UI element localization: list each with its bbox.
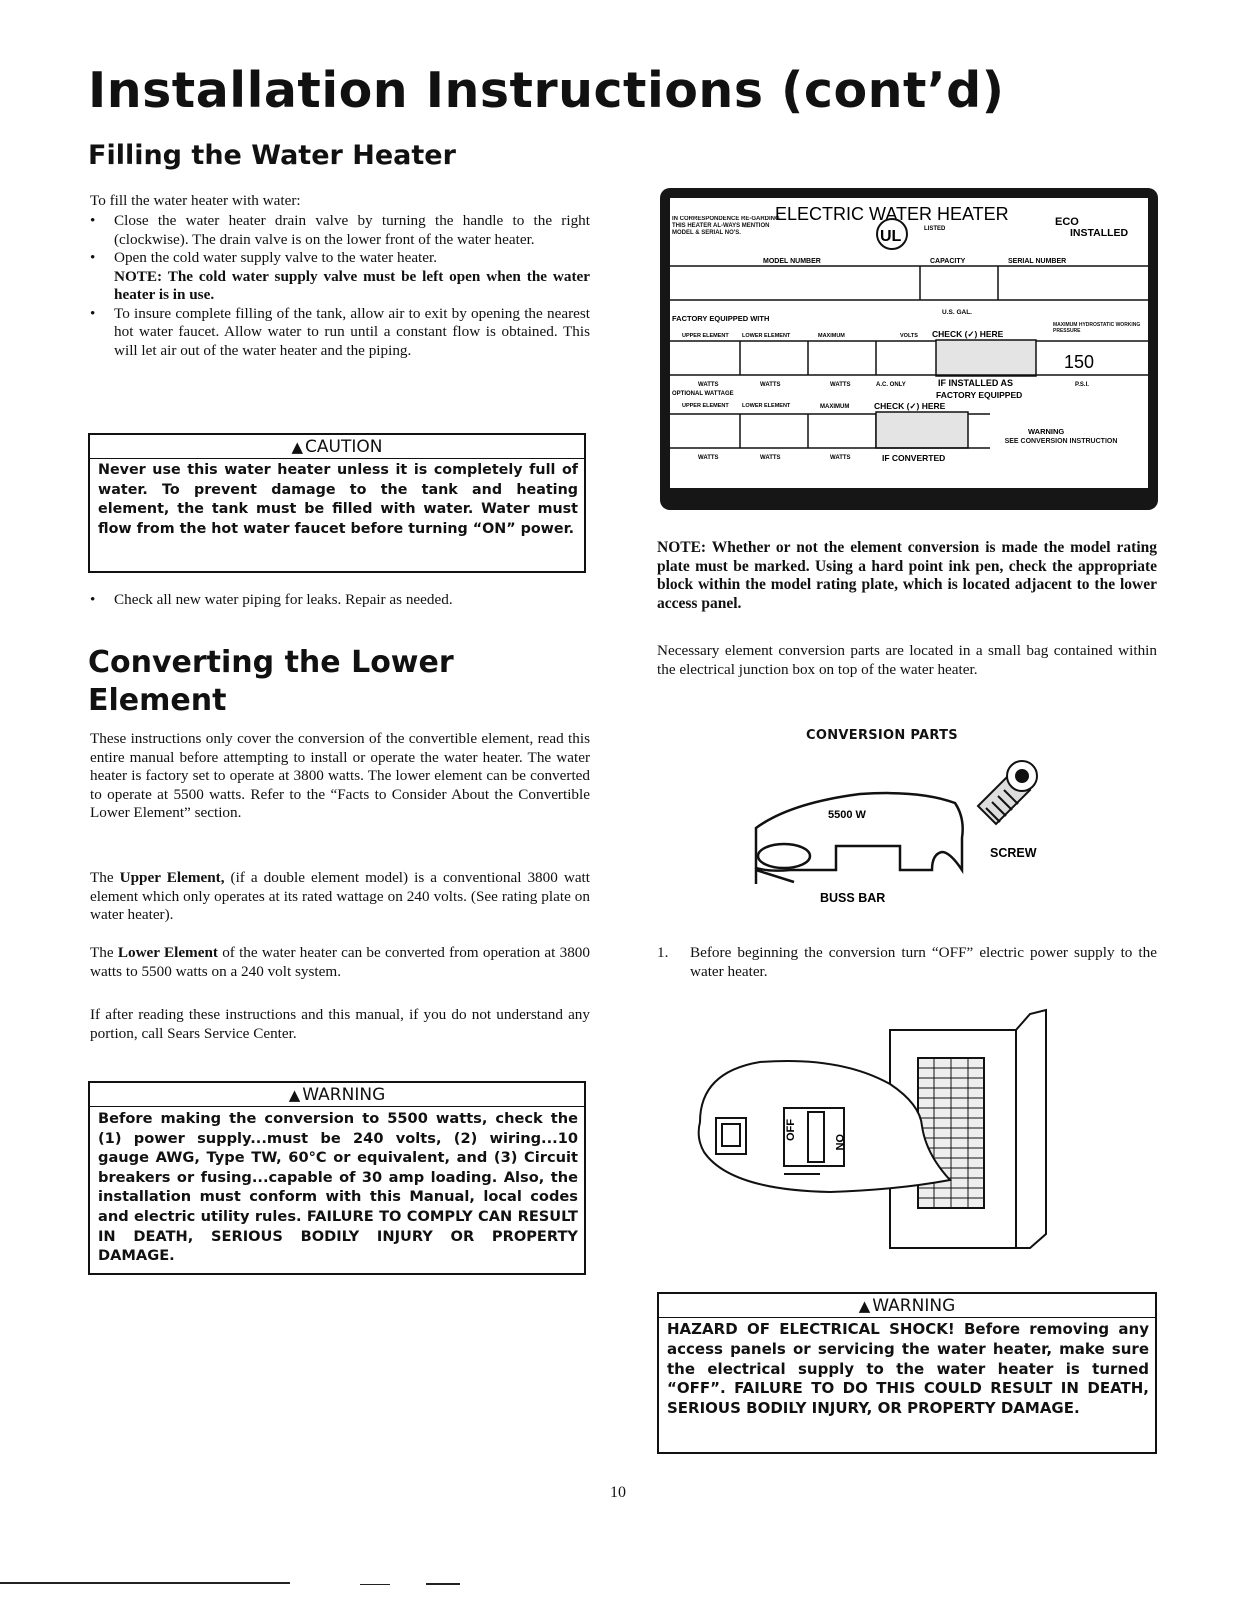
page-number: 10 (610, 1484, 626, 1501)
plate-installed: INSTALLED (1070, 227, 1129, 239)
lower-element-text: of the water heater can be converted from operation at 3800 watts to 5500 watts on a 240 volt system. (90, 944, 590, 980)
warning-triangle-icon: ▲ (858, 1297, 871, 1315)
caution-box (88, 433, 586, 573)
conversion-step-1 (657, 944, 1157, 981)
convert-paragraph-2 (90, 869, 590, 925)
fill-step-2-note: NOTE: The cold water supply valve must be left open when the water heater is in use. (114, 267, 590, 303)
plate-upper-element-2: UPPER ELEMENT (682, 403, 729, 409)
convert-paragraph-4: If after reading these instructions and this manual, if you do not understand any portion, call Sears Service Center. (90, 1006, 590, 1042)
plate-us-gal: U.S. GAL. (942, 309, 972, 316)
breaker-on-label: ON (833, 1134, 845, 1151)
ul-mark: UL (880, 228, 902, 245)
warning-box-shock (657, 1292, 1157, 1454)
plate-see-conversion: SEE CONVERSION INSTRUCTION (1004, 438, 1118, 445)
plate-capacity-label: CAPACITY (930, 258, 966, 265)
screw-icon (978, 761, 1037, 824)
leak-check-list (90, 591, 590, 610)
warning-title: WARNING (302, 1085, 386, 1105)
fill-steps-list (90, 212, 590, 360)
caution-text: Never use this water heater unless it is completely full of water. To prevent damage to the tank and heating element, the tank must be filled with water. Water must flow from the hot water faucet before turning “ON” power. (98, 462, 578, 537)
plate-optional-wattage: OPTIONAL WATTAGE (672, 391, 734, 397)
breaker-off-label: OFF (785, 1119, 797, 1141)
parts-location-note: Necessary element conversion parts are located in a small bag contained within the electrical junction box on top of the water heater. (657, 642, 1157, 678)
text-prefix: The (90, 869, 120, 886)
warning-header (659, 1294, 1155, 1318)
list-item (90, 305, 590, 361)
step-text: Before beginning the conversion turn “OFF” electric power supply to the water heater. (690, 944, 1157, 980)
plate-psi: P.S.I. (1075, 382, 1089, 388)
plate-lower-element: LOWER ELEMENT (742, 333, 791, 339)
plate-check-here: CHECK (✓) HERE (932, 329, 1004, 339)
fill-step-2: Open the cold water supply valve to the water heater. (114, 249, 438, 266)
warning-text: Before making the conversion to 5500 watts, check the (1) power supply...must be 240 volts, (2) wiring...10 gauge AWG, Type TW, 60°C or equivalent, and (3) Circuit breakers or fusing...capable of 30 amp loading. Also, the installation must conform with this Manual, local codes and electric utility rules. FAILURE TO COMPLY CAN RESULT IN DEATH, SERIOUS BODILY INJURY OR PROPERTY DAMAGE. (98, 1110, 578, 1265)
plate-max-pressure: MAXIMUM HYDROSTATIC WORKING PRESSURE (1053, 322, 1141, 334)
plate-warning: WARNING (1028, 427, 1065, 436)
plate-serial-number-label: SERIAL NUMBER (1008, 258, 1067, 265)
plate-watts-2: WATTS (760, 382, 781, 388)
plate-correspondence: IN CORRESPONDENCE RE-GARDING THIS HEATER AL-WAYS MENTION MODEL & SERIAL NO'S. (672, 216, 780, 236)
plate-title: ELECTRIC WATER HEATER (775, 204, 1009, 224)
conversion-parts-label: CONVERSION PARTS (806, 728, 958, 743)
caution-header (90, 435, 584, 459)
fill-intro: To fill the water heater with water: (90, 192, 301, 209)
scan-artifact-line (360, 1584, 390, 1585)
model-rating-plate (660, 188, 1158, 510)
warning-title: WARNING (872, 1296, 956, 1316)
caution-title: CAUTION (305, 437, 383, 457)
buss-bar-label: BUSS BAR (820, 891, 886, 905)
plate-if-installed-as: IF INSTALLED AS (938, 378, 1013, 388)
warning-header (90, 1083, 584, 1107)
convert-paragraph-3 (90, 944, 590, 981)
plate-ac-only: A.C. ONLY (876, 382, 906, 388)
plate-watts-3: WATTS (830, 382, 851, 388)
list-item (90, 212, 590, 249)
step-number: 1. (657, 944, 669, 961)
rating-plate-note: NOTE: Whether or not the element conversion is made the model rating plate must be marked. Using a hard point ink pen, check the appropriate block within the model rating plate, which is located adjacent to the lower access panel. (657, 539, 1157, 612)
screw-label: SCREW (990, 846, 1037, 860)
plate-watts-1: WATTS (698, 382, 719, 388)
plate-upper-element: UPPER ELEMENT (682, 333, 729, 339)
warning-text: HAZARD OF ELECTRICAL SHOCK! Before removing any access panels or servicing the water heater, make sure the electrical supply to the water heater is turned “OFF”. FAILURE TO DO THIS COULD RESULT IN DEATH, SERIOUS BODILY INJURY, OR PROPERTY DAMAGE. (667, 1320, 1149, 1418)
plate-volts: VOLTS (900, 333, 918, 339)
plate-watts-4: WATTS (698, 455, 719, 461)
plate-check-box-converted (876, 412, 968, 448)
plate-watts-6: WATTS (830, 455, 851, 461)
buss-bar-icon (756, 793, 963, 871)
plate-factory-equipped-with: FACTORY EQUIPPED WITH (672, 314, 770, 323)
list-item (90, 249, 590, 305)
plate-if-converted: IF CONVERTED (882, 453, 946, 463)
section-title-converting: Converting the Lower Element (88, 645, 454, 718)
plate-maximum-2: MAXIMUM (820, 404, 850, 410)
plate-check-here-2: CHECK (✓) HERE (874, 401, 946, 411)
plate-watts-5: WATTS (760, 455, 781, 461)
convert-paragraph-1: These instructions only cover the conversion of the convertible element, read this entire manual before attempting to install or operate the water heater. The water heater is factory set to operate at 3800 watts. The lower element can be converted to operate at 5500 watts. Refer to the “Facts to Consider About the Convertible Lower Element” section. (90, 730, 590, 821)
list-item (90, 591, 590, 610)
lower-element-label: Lower Element (117, 944, 218, 961)
breaker-panel-illustration (690, 1004, 1060, 1254)
plate-lower-element-2: LOWER ELEMENT (742, 403, 791, 409)
plate-check-box-factory (936, 340, 1036, 376)
warning-triangle-icon: ▲ (291, 438, 304, 456)
upper-element-text: (if a double element model) is a conventional 3800 watt element which only operates at its rated wattage on 240 volts. (See rating plate on water heater). (90, 869, 590, 923)
plate-listed: LISTED (924, 226, 946, 232)
plate-model-number-label: MODEL NUMBER (763, 258, 821, 265)
plate-psi-value: 150 (1064, 352, 1095, 372)
warning-triangle-icon: ▲ (288, 1086, 301, 1104)
upper-element-label: Upper Element, (119, 869, 225, 886)
fill-step-3: To insure complete filling of the tank, allow air to exit by opening the nearest hot water faucet. Allow water to run until a constant flow is obtained. This will let air out of the water heater and the piping. (114, 304, 590, 359)
scan-artifact-line (0, 1582, 290, 1584)
text-prefix: The (90, 944, 118, 961)
fill-step-1: Close the water heater drain valve by turning the handle to the right (clockwise). The drain valve is on the lower front of the water heater. (114, 212, 590, 248)
section-title-filling: Filling the Water Heater (88, 140, 456, 171)
warning-box-conversion (88, 1081, 586, 1275)
conversion-parts-illustration (750, 758, 1060, 908)
plate-maximum: MAXIMUM (818, 333, 845, 339)
scan-artifact-line (426, 1583, 460, 1585)
plate-eco: ECO (1055, 216, 1079, 228)
buss-bar-rating: 5500 W (828, 809, 866, 821)
page-title: Installation Instructions (cont’d) (88, 62, 1005, 119)
leak-check-text: Check all new water piping for leaks. Repair as needed. (114, 591, 453, 608)
plate-factory-equipped: FACTORY EQUIPPED (936, 390, 1023, 400)
